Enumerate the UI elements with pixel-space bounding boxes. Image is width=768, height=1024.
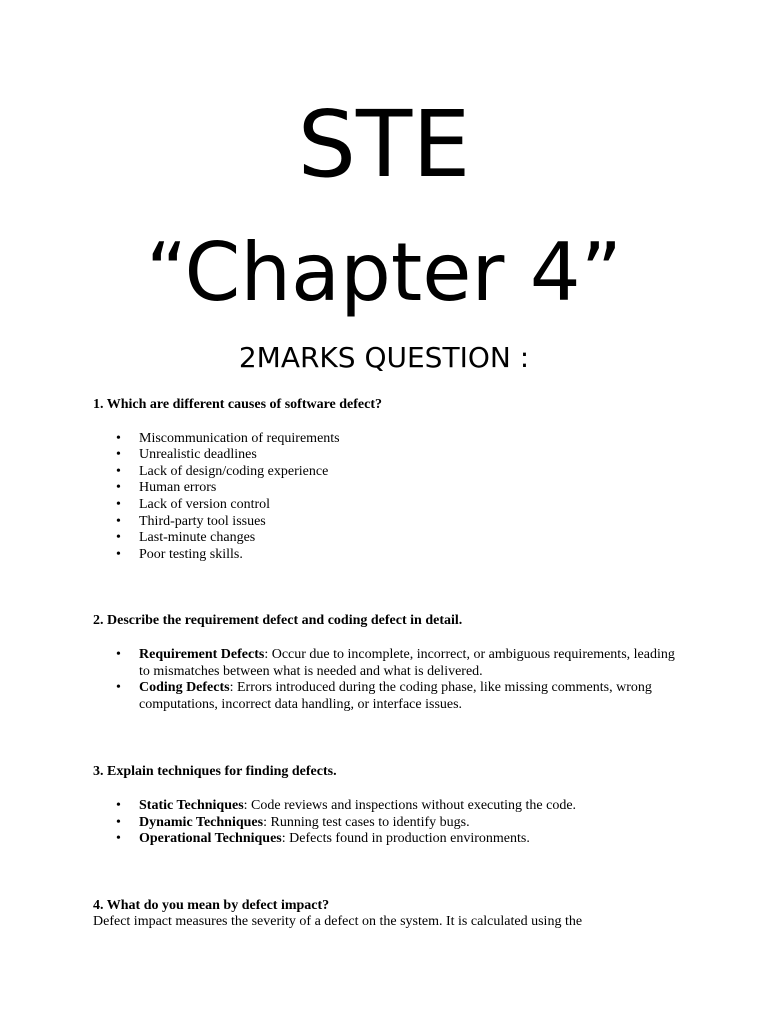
list-item: • Poor testing skills. [139,547,683,564]
list-item: • Miscommunication of requirements [139,431,683,448]
term: Operational Techniques [139,831,282,847]
list-item [139,831,683,848]
list-item: • Third-party tool issues [139,514,683,531]
section-heading: 2MARKS QUESTION : [238,341,530,374]
question-3: 3. Explain techniques for finding defects. [93,764,337,780]
list-item [139,680,683,713]
list-item [139,647,683,680]
question-4-answer: Defect impact measures the severity of a defect on the system. It is calculated using the [93,914,583,930]
list-item: • Last-minute changes [139,530,683,547]
chapter-title: “Chapter 4” [145,226,623,319]
definition: : Errors introduced during the coding phase, like missing comments, wrong computations, incorrect data handling, or interface issues. [139,680,652,712]
term: Requirement Defects [139,646,265,662]
document-title: STE [297,91,471,198]
list-item [139,798,683,815]
term: Coding Defects [139,680,230,696]
definition: : Running test cases to identify bugs. [263,814,470,830]
term: Static Techniques [139,797,244,813]
document-body [93,397,683,931]
list-item [139,815,683,832]
question-4: 4. What do you mean by defect impact? [93,897,330,913]
list-item: • Lack of design/coding experience [139,464,683,481]
term: Dynamic Techniques [139,814,264,830]
list-item: • Unrealistic deadlines [139,447,683,464]
definition: : Defects found in production environments. [281,831,530,847]
question-1-list [93,431,683,564]
definition: : Code reviews and inspections without executing the code. [243,797,577,813]
question-1: 1. Which are different causes of software defect? [93,397,383,412]
question-2-list [93,647,683,713]
list-item: • Lack of version control [139,497,683,514]
list-item: • Human errors [139,480,683,497]
question-3-list [93,798,683,848]
question-2: 2. Describe the requirement defect and coding defect in detail. [93,613,463,629]
definition: : Occur due to incomplete, incorrect, or ambiguous requirements, leading to mismatches between what is needed and what is delivered. [139,646,675,679]
